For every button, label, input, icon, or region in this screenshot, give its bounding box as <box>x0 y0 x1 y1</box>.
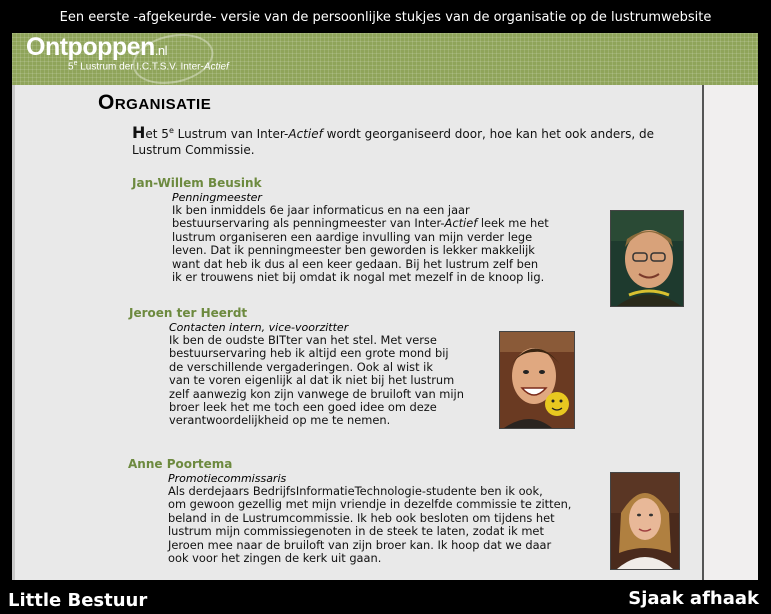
person-name: Anne Poortema <box>128 457 233 471</box>
right-sidebar <box>702 85 758 580</box>
person-role: Contacten intern, vice-voorzitter <box>169 321 349 334</box>
image-caption: Een eerste -afgekeurde- versie van de persoonlijke stukjes van de organisatie op de lustrumwebsite <box>59 10 712 25</box>
person-role: Promotiecommissaris <box>168 472 287 485</box>
person-role: Penningmeester <box>172 191 262 204</box>
logo-text: Ontpoppen <box>26 33 155 61</box>
content-page <box>12 85 758 580</box>
page-title: Organisatie <box>98 91 212 114</box>
person-bio: Ik ben de oudste BITter van het stel. Met verse bestuurservaring heb ik altijd een grote mond bij de verschillende vergaderingen. Ook al wist ik van te voren eigenlijk al dat ik niet bij het lustrum zelf aanwezig kon zijn vanwege de bruiloft van mijn broer leek het me toch een goed idee om deze verantwoordelijkheid op me te nemen. <box>169 333 464 428</box>
site-subtitle: 5e Lustrum der I.C.T.S.V. Inter-Actief <box>68 60 229 73</box>
person-name: Jeroen ter Heerdt <box>129 306 248 320</box>
person-bio: Ik ben inmiddels 6e jaar informaticus en na een jaar bestuurservaring als penningmeester van Inter-Actief leek me het lustrum organiseren een aardige invulling van mijn verder lege leven. Dat ik penningmeester ben geworden is lekker makkelijk want dat heb ik dus al een keer gedaan. Bij het lustrum zelf ben ik er trouwens niet bij omdat ik nogal met mezelf in de knoop lig. <box>172 203 549 285</box>
person-photo-anne <box>610 472 680 570</box>
person-photo-jeroen <box>499 331 575 429</box>
person-name: Jan-Willem Beusink <box>132 176 262 190</box>
person-bio: Als derdejaars BedrijfsInformatieTechnologie-studente ben ik ook, om gewoon gezellig met mijn vriendje in dezelfde commissie te zitten, beland in de Lustrumcommissie. Ik heb ook besloten om tijdens het lustrum mijn commissiegenoten in de steek te laten, zodat ik met Jeroen mee naar de bruiloft van zijn broer kan. Ik hoop dat we daar ook voor het zingen de kerk uit gaan. <box>168 484 572 566</box>
footer-left-label: Little Bestuur <box>8 590 148 611</box>
person-photo-jan-willem <box>610 210 684 307</box>
left-sidebar <box>12 85 15 580</box>
site-logo[interactable] <box>26 33 167 62</box>
intro-paragraph: Het 5e Lustrum van Inter-Actief wordt georganiseerd door, hoe kan het ook anders, de Lustrum Commissie. <box>132 123 655 157</box>
logo-suffix: .nl <box>154 43 168 58</box>
person-entry-jan-willem <box>132 176 612 284</box>
intro-dropcap: H <box>132 123 146 142</box>
footer-right-label: Sjaak afhaak <box>628 588 759 609</box>
site-banner <box>12 33 758 85</box>
